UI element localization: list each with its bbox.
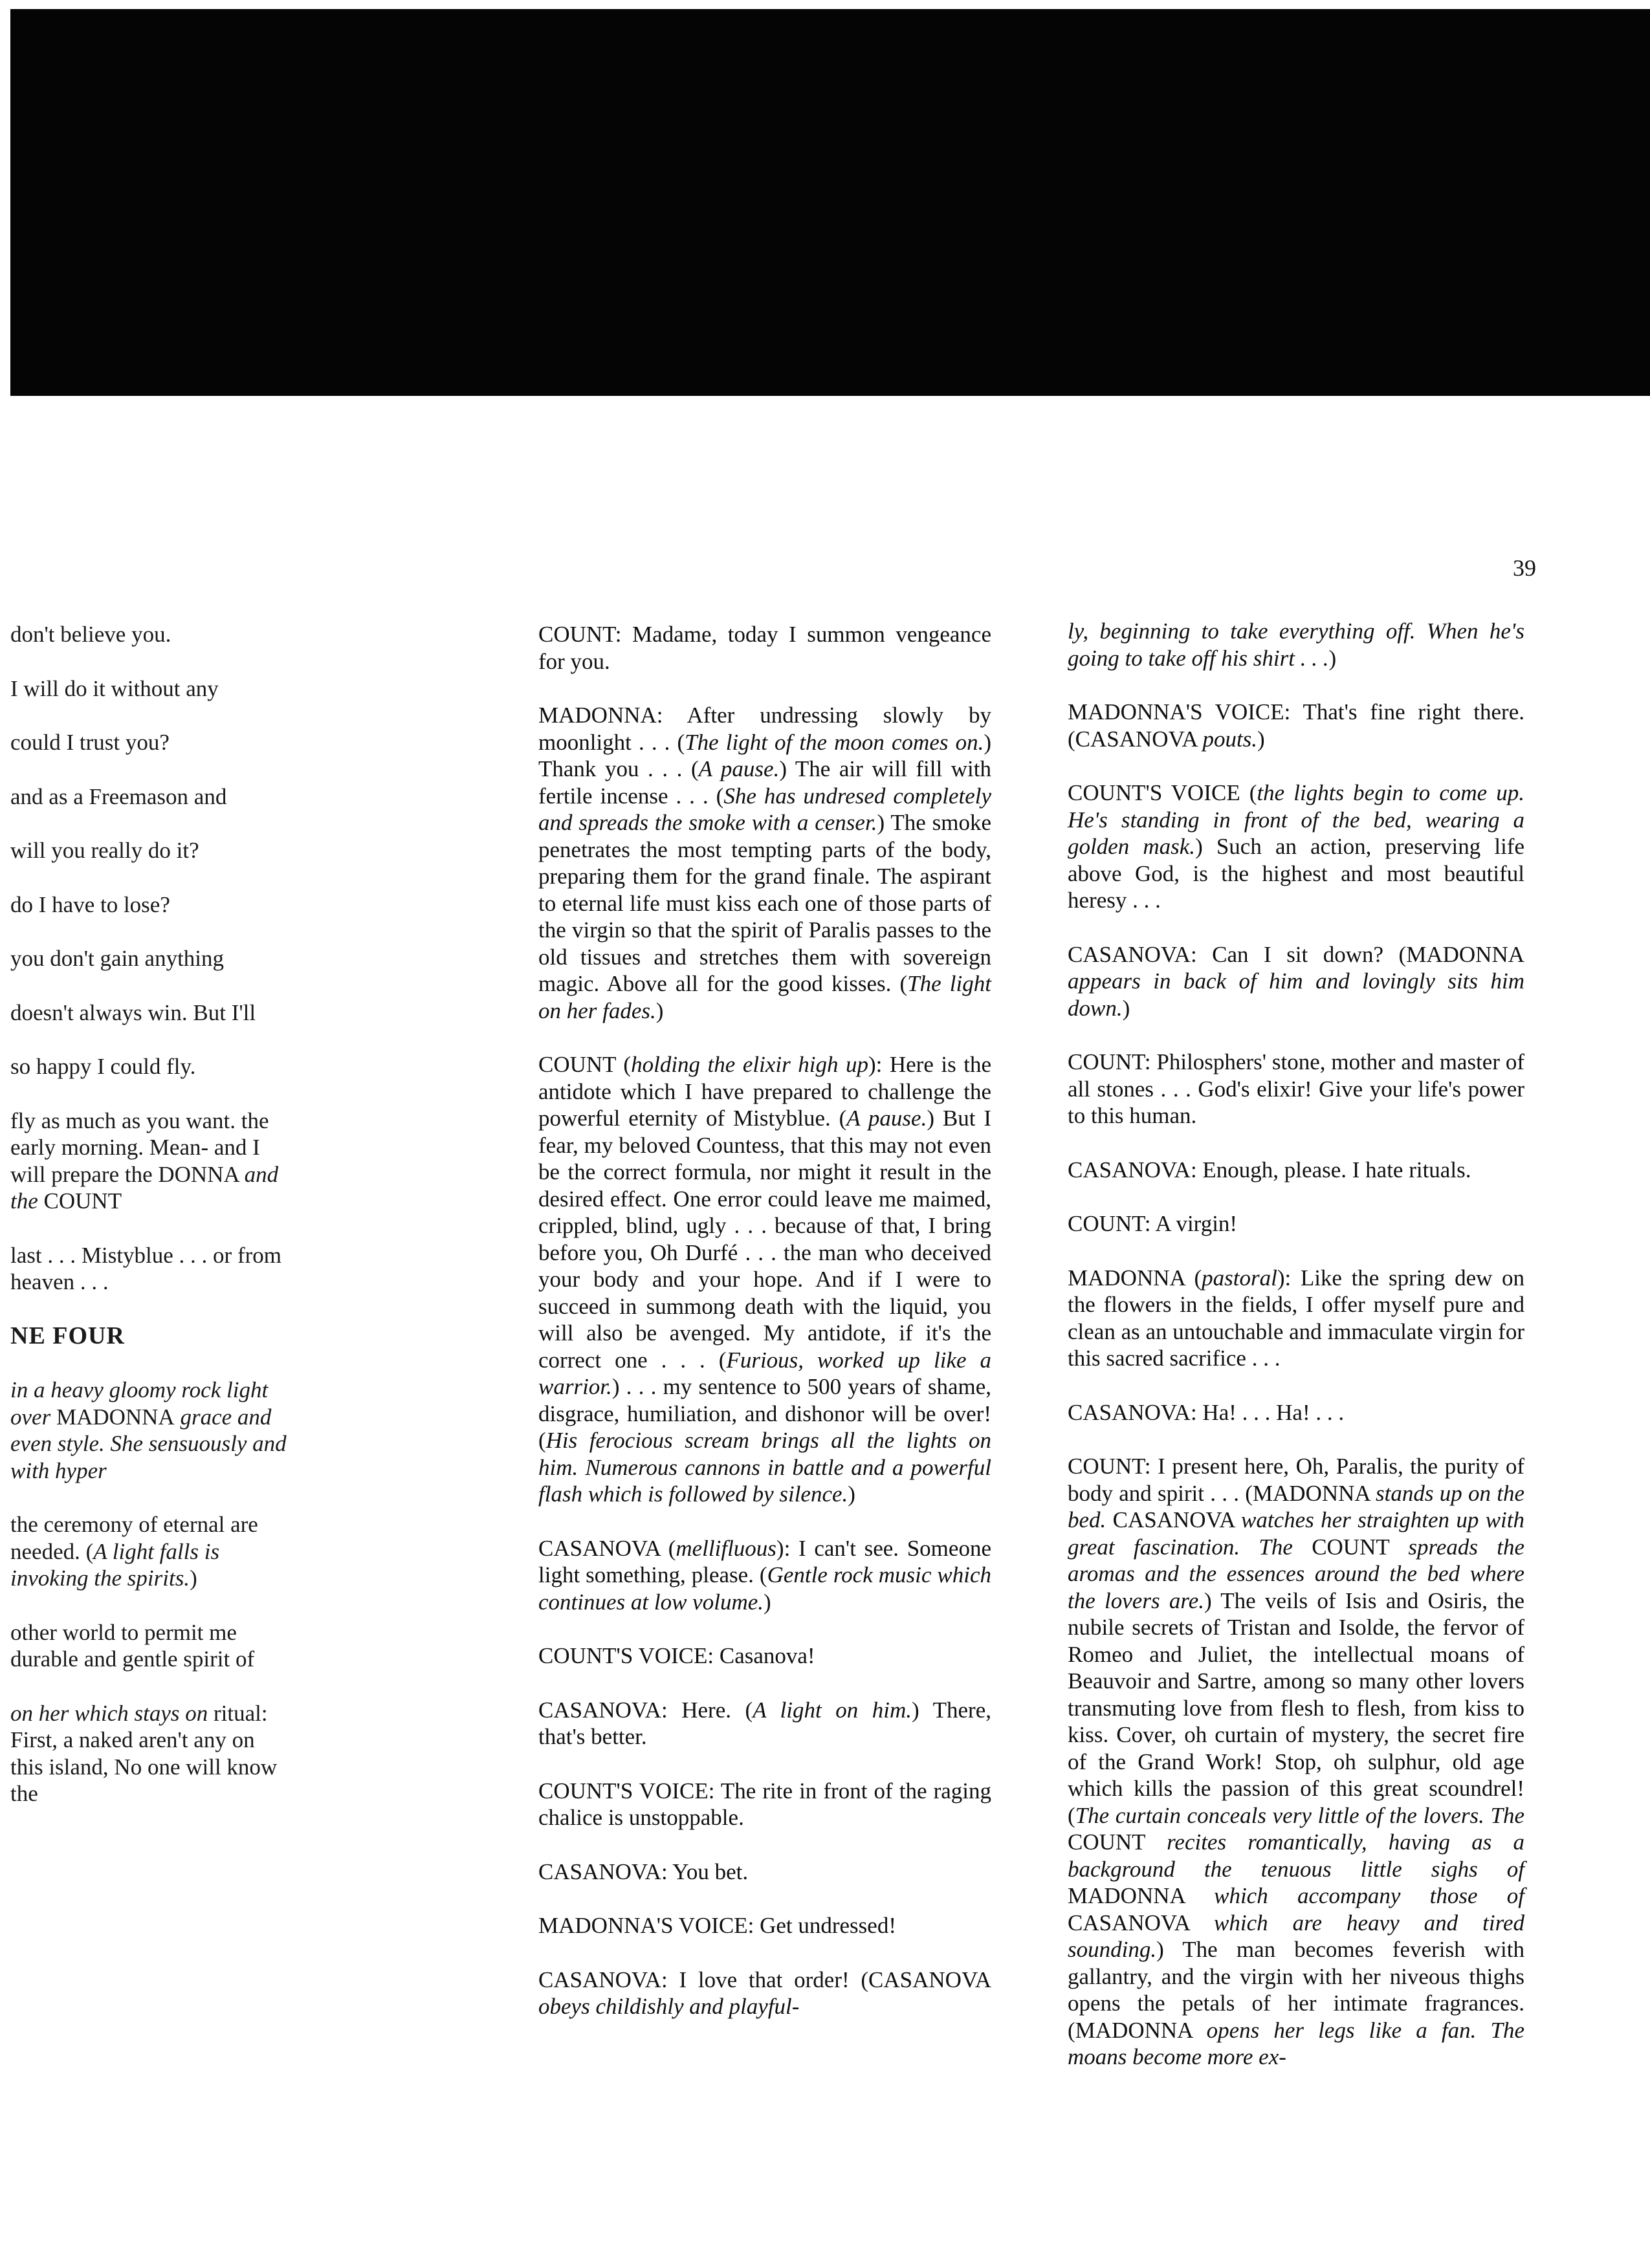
stage-direction: A light on him. — [753, 1697, 912, 1723]
paragraph — [1068, 1157, 1524, 1184]
paragraph — [10, 1107, 289, 1215]
paragraph — [10, 1511, 289, 1592]
paragraph — [1068, 780, 1524, 914]
paragraph — [1068, 1399, 1524, 1426]
stage-direction: The curtain conceals very little of the lovers. The — [1075, 1802, 1524, 1828]
dialogue-text: ) Thank you . . . ( — [538, 729, 991, 781]
stage-direction: in a heavy gloomy rock light over — [10, 1377, 269, 1430]
dialogue-text: ) — [190, 1565, 197, 1591]
paragraph — [10, 1700, 289, 1807]
dialogue-text: COUNT'S VOICE ( — [1068, 780, 1257, 805]
stage-direction: pastoral — [1202, 1265, 1277, 1291]
dialogue-text: other world to permit me durable and gentle spirit of — [10, 1619, 255, 1672]
dialogue-text: ) — [1122, 995, 1130, 1021]
dialogue-text: COUNT: I present here, Oh, Paralis, the purity of body and spirit . . . (MADONNA — [1068, 1454, 1524, 1506]
dialogue-text: fly as much as you want. the early morning. Mean- and I will prepare the DONNA — [10, 1107, 269, 1187]
paragraph — [538, 1051, 991, 1508]
paragraph — [10, 675, 289, 703]
stage-direction: stands up on the bed. — [1068, 1480, 1524, 1532]
paragraph — [10, 837, 289, 864]
dialogue-text: CASANOVA: Ha! . . . Ha! . . . — [1068, 1399, 1345, 1425]
dialogue-text: MADONNA — [56, 1404, 175, 1430]
dialogue-text: ) The man becomes feverish with gallantry, and the virgin with her niveous thighs opens the petals of her intimate fragrances. (MADONNA — [1068, 1937, 1524, 2043]
stage-direction: Gentle rock music which continues at low volume. — [538, 1562, 991, 1615]
dialogue-text: ): Here is the antidote which I have prepared to challenge the powerful eternity of Mistyblue. ( — [538, 1052, 992, 1131]
paragraph — [538, 1778, 991, 1831]
dialogue-text: CASANOVA — [1068, 1910, 1215, 1935]
dialogue-text: ) But I fear, my beloved Countess, that this may not even be the correct formula, nor might it result in the desired effect. One error could leave me maimed, crippled, blind, ugly . . . because of that, I bring before you, Oh Durfé . . . the man who deceived your body and your hope. And if I were to succeed in summong death with the liquid, you will also be avenged. My antidote, if it's the correct one . . . ( — [538, 1106, 991, 1373]
dialogue-text: COUNT: Madame, today I summon vengeance for you. — [538, 622, 991, 674]
stage-direction: recites romantically, having as a background the tenuous little sighs of — [1068, 1829, 1525, 1882]
dialogue-text: will you really do it? — [10, 838, 199, 863]
dialogue-text: ) — [655, 998, 664, 1023]
dialogue-text: ): I can't see. Someone light something, please. ( — [538, 1535, 991, 1587]
dialogue-text: COUNT ( — [538, 1052, 632, 1077]
stage-direction: which accompany those of — [1214, 1883, 1524, 1908]
paragraph — [538, 702, 991, 1024]
stage-direction: grace and even style. She sensuously and with hyper — [10, 1404, 287, 1483]
dialogue-text: and as a Freemason and — [10, 783, 227, 809]
paragraph — [538, 1642, 991, 1670]
dialogue-text: ) — [1257, 726, 1265, 752]
stage-direction: His ferocious scream brings all the lights on him. Numerous cannons in battle and a powerful flash which is followed by silence. — [538, 1428, 991, 1507]
right-column — [1068, 618, 1524, 2098]
paragraph — [538, 1967, 991, 2020]
dialogue-text: you don't gain anything — [10, 946, 225, 971]
paragraph — [1068, 941, 1524, 1022]
stage-direction: opens her legs like a fan. The moans become more ex- — [1068, 2017, 1525, 2069]
black-redaction-band — [10, 9, 1650, 396]
stage-direction: The light of the moon comes on. — [685, 729, 984, 755]
scene-heading — [10, 1323, 289, 1350]
stage-direction: Furious, worked up like a warrior. — [538, 1347, 991, 1399]
paragraph — [538, 1697, 991, 1750]
dialogue-text: ) — [848, 1481, 855, 1507]
dialogue-text: COUNT — [1068, 1829, 1167, 1855]
stage-direction: She has undresed completely and spreads the smoke with a censer. — [538, 783, 992, 835]
paragraph — [538, 1859, 991, 1886]
dialogue-text: CASANOVA: Can I sit down? (MADONNA — [1068, 941, 1524, 967]
paragraph — [1068, 1210, 1524, 1238]
dialogue-text: the ceremony of eternal are needed. ( — [10, 1512, 258, 1564]
stage-direction: A pause. — [698, 756, 780, 781]
stage-direction: the lights begin to come up. He's standing in front of the bed, wearing a golden mask. — [1068, 780, 1524, 859]
dialogue-text: so happy I could fly. — [10, 1054, 196, 1079]
dialogue-text: ) The veils of Isis and Osiris, the nubile secrets of Tristan and Isolde, the fervor of Romeo and Juliet, the intellectual moans of Beauvoir and Sartre, among so many other lovers transmuting love from flesh to flesh, from kiss to kiss. Cover, oh curtain of mystery, the secret fire of the Grand Work! Stop, oh sulphur, old age which kills the passion of this great scoundrel! ( — [1068, 1587, 1524, 1828]
paragraph — [10, 1619, 289, 1673]
middle-column — [538, 621, 991, 2047]
stage-direction: watches her straighten up with great fascination. The — [1068, 1507, 1524, 1560]
stage-direction: obeys childishly and playful- — [538, 1994, 800, 2019]
paragraph — [538, 1912, 991, 1939]
dialogue-text: ritual: First, a naked aren't any on this island, No one will know the — [10, 1700, 278, 1806]
dialogue-text: CASANOVA: Here. ( — [538, 1697, 753, 1723]
dialogue-text: COUNT'S VOICE: The rite in front of the raging chalice is unstoppable. — [538, 1778, 991, 1830]
paragraph — [538, 1535, 991, 1616]
dialogue-text: COUNT: Philosphers' stone, mother and master of all stones . . . God's elixir! Give your life's power to this human. — [1068, 1049, 1524, 1128]
paragraph — [1068, 618, 1524, 671]
stage-direction: on her which stays on — [10, 1700, 208, 1726]
stage-direction: A light falls is invoking the spirits. — [10, 1538, 220, 1591]
stage-direction: pouts. — [1202, 726, 1258, 752]
dialogue-text: ) — [1328, 645, 1337, 671]
dialogue-text: could I trust you? — [10, 730, 170, 755]
paragraph — [1068, 1453, 1524, 2071]
dialogue-text: COUNT'S VOICE: Casanova! — [538, 1643, 815, 1668]
paragraph — [10, 1053, 289, 1080]
dialogue-text: CASANOVA: Enough, please. I hate rituals. — [1068, 1157, 1471, 1183]
paragraph — [1068, 699, 1524, 752]
paragraph — [10, 783, 289, 811]
dialogue-text: ) The smoke penetrates the most tempting parts of the body, preparing them for the grand finale. The aspirant to eternal life must kiss each one of those parts of the virgin so that the spirit of Paralis passes to the old tissues and stretches them with sovereign magic. Above all for the good kisses. ( — [538, 810, 991, 996]
left-column-fragment — [10, 621, 289, 1835]
dialogue-text: last . . . Mistyblue . . . or from heaven . . . — [10, 1242, 281, 1294]
dialogue-text: MADONNA ( — [1068, 1265, 1202, 1291]
stage-direction: holding the elixir high up — [631, 1052, 868, 1077]
paragraph — [10, 1242, 289, 1296]
stage-direction: ly, beginning to take everything off. When he's going to take off his shirt . . . — [1068, 618, 1524, 671]
paragraph — [10, 945, 289, 972]
dialogue-text: CASANOVA: You bet. — [538, 1859, 749, 1884]
paragraph — [538, 621, 991, 675]
dialogue-text: MADONNA'S VOICE: Get undressed! — [538, 1913, 896, 1938]
dialogue-text: do I have to lose? — [10, 891, 170, 917]
dialogue-text: COUNT — [38, 1188, 122, 1214]
dialogue-text: MADONNA: After undressing slowly by moonlight . . . ( — [538, 703, 991, 755]
dialogue-text: ) Such an action, preserving life above God, is the highest and most beautiful heresy . . . — [1068, 834, 1524, 913]
stage-direction: mellifluous — [676, 1535, 776, 1561]
paragraph — [10, 999, 289, 1027]
paragraph — [10, 891, 289, 919]
paragraph — [1068, 1265, 1524, 1372]
stage-direction: which are heavy and tired sounding. — [1068, 1910, 1524, 1962]
stage-direction: spreads the aromas and the essences around the bed where the lovers are. — [1068, 1534, 1524, 1613]
dialogue-text: CASANOVA ( — [538, 1535, 676, 1561]
dialogue-text: MADONNA'S VOICE: That's fine right there. (CASANOVA — [1068, 699, 1524, 752]
stage-direction: The light on her fades. — [538, 971, 991, 1023]
paragraph — [10, 1377, 289, 1484]
dialogue-text: ) There, that's better. — [538, 1697, 991, 1749]
paragraph — [10, 729, 289, 756]
stage-direction: and the — [10, 1161, 279, 1214]
dialogue-text: CASANOVA: I love that order! (CASANOVA — [538, 1967, 991, 1992]
dialogue-text: CASANOVA — [1106, 1507, 1241, 1532]
dialogue-text: ) . . . my sentence to 500 years of shame, disgrace, humiliation, and dishonor will be over! ( — [538, 1374, 991, 1453]
dialogue-text: doesn't always win. But I'll — [10, 999, 256, 1025]
dialogue-text: ): Like the spring dew on the flowers in the fields, I offer myself pure and clean as an untouchable and immaculate virgin for this sacred sacrifice . . . — [1068, 1265, 1525, 1371]
paragraph — [1068, 1049, 1524, 1129]
dialogue-text: I will do it without any — [10, 675, 219, 701]
dialogue-text: ) — [764, 1589, 771, 1615]
dialogue-text: NE FOUR — [10, 1322, 125, 1349]
dialogue-text: ) The air will fill with fertile incense . . . ( — [538, 756, 991, 809]
paragraph — [10, 621, 289, 648]
dialogue-text: don't believe you. — [10, 622, 171, 647]
dialogue-text: MADONNA — [1068, 1883, 1215, 1908]
stage-direction: appears in back of him and lovingly sits him down. — [1068, 968, 1524, 1021]
page-number: 39 — [1513, 555, 1536, 581]
stage-direction: A pause. — [846, 1106, 927, 1131]
dialogue-text: COUNT: A virgin! — [1068, 1211, 1238, 1236]
dialogue-text: COUNT — [1292, 1534, 1409, 1560]
